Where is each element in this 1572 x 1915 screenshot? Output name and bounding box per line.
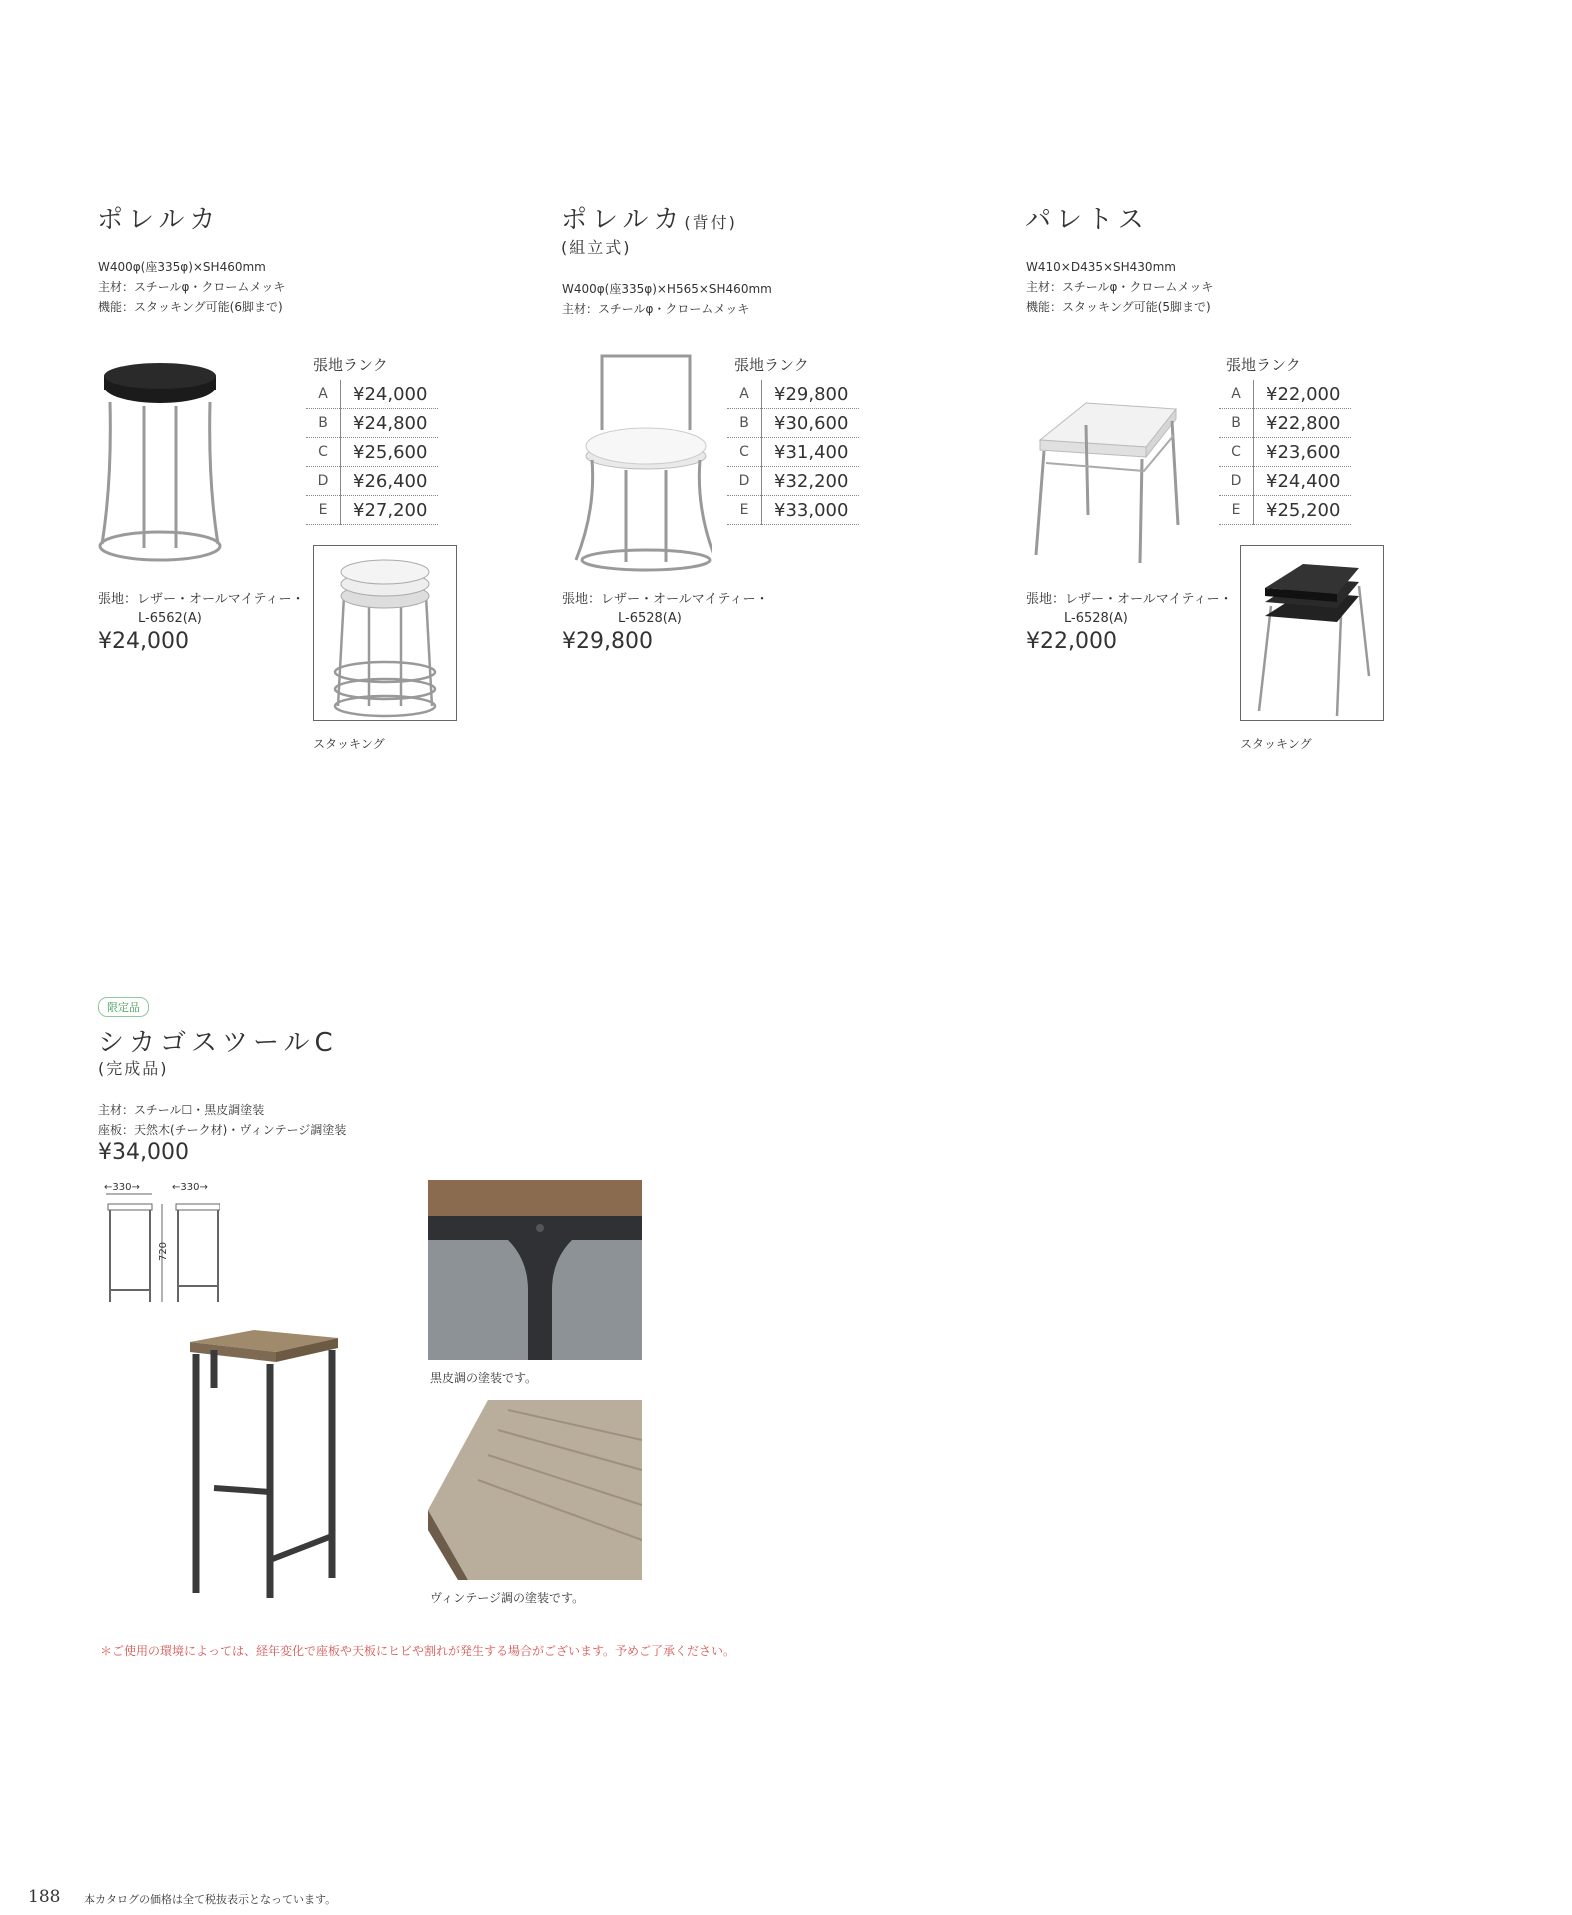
rank-row: E ¥27,200 xyxy=(306,496,438,525)
fabric-info: 張地：レザー・オールマイティー・ L-6562(A) xyxy=(98,592,305,626)
stacking-photo-frame xyxy=(313,545,457,721)
rank-title: 張地ランク xyxy=(734,356,809,374)
product-title-paretos: パレトス xyxy=(1025,205,1149,235)
dim-width-side: ←330→ xyxy=(172,1182,208,1193)
leg-detail-photo xyxy=(428,1180,642,1360)
chicago-stool-image xyxy=(184,1328,344,1600)
fabric-info: 張地：レザー・オールマイティー・ L-6528(A) xyxy=(562,592,769,626)
dim-height: 720 xyxy=(158,1241,170,1262)
spec-function: 機能：スタッキング可能(6脚まで) xyxy=(98,300,283,314)
stool-with-back-image xyxy=(562,350,712,572)
photo-caption-black: 黒皮調の塗装です。 xyxy=(430,1371,538,1385)
product-subtitle: (完成品) xyxy=(98,1059,169,1078)
rank-row: A ¥24,000 xyxy=(306,380,438,409)
rank-row: A ¥22,000 xyxy=(1219,380,1351,409)
dimension-drawing xyxy=(100,1182,220,1316)
stacking-caption: スタッキング xyxy=(1240,737,1312,751)
seat-detail-photo xyxy=(428,1400,642,1580)
stacking-caption: スタッキング xyxy=(313,737,385,751)
product-title-porerka: ポレルカ xyxy=(97,205,221,235)
rank-row: A ¥29,800 xyxy=(727,380,859,409)
rank-row: C ¥25,600 xyxy=(306,438,438,467)
rank-title: 張地ランク xyxy=(1226,356,1301,374)
product-price: ¥22,000 xyxy=(1026,629,1117,654)
spec-size: W400φ(座335φ)×H565×SH460mm xyxy=(562,282,772,296)
fabric-info: 張地：レザー・オールマイティー・ L-6528(A) xyxy=(1026,592,1233,626)
spec-size: W400φ(座335φ)×SH460mm xyxy=(98,260,266,274)
rank-row: C ¥23,600 xyxy=(1219,438,1351,467)
page-number: 188 xyxy=(28,1887,61,1907)
caution-note: ＊ご使用の環境によっては、経年変化で座板や天板にヒビや割れが発生する場合がございます。予めご了承ください。 xyxy=(100,1644,736,1658)
spec-size: W410×D435×SH430mm xyxy=(1026,260,1176,274)
rank-row: B ¥30,600 xyxy=(727,409,859,438)
stool-image-porerka xyxy=(90,362,230,564)
stacked-stools-image xyxy=(314,546,456,720)
rank-title: 張地ランク xyxy=(313,356,388,374)
spec-function: 機能：スタッキング可能(5脚まで) xyxy=(1026,300,1211,314)
product-title-porerka-back: ポレルカ(背付) xyxy=(561,205,737,235)
square-stool-image xyxy=(1028,395,1188,570)
product-specs xyxy=(98,1100,346,1140)
product-price: ¥29,800 xyxy=(562,629,653,654)
rank-row: B ¥24,800 xyxy=(306,409,438,438)
product-specs xyxy=(1026,257,1213,317)
product-price: ¥24,000 xyxy=(98,629,189,654)
stacking-photo-frame xyxy=(1240,545,1384,721)
product-specs xyxy=(562,279,772,319)
product-title-chicago-stool: シカゴスツールC xyxy=(98,1028,338,1058)
dim-width-front: ←330→ xyxy=(104,1182,140,1193)
rank-row: B ¥22,800 xyxy=(1219,409,1351,438)
rank-table-paretos xyxy=(1219,380,1351,525)
rank-table-porerka-back xyxy=(727,380,859,525)
limited-badge: 限定品 xyxy=(98,997,149,1017)
rank-row: D ¥32,200 xyxy=(727,467,859,496)
spec-material: 主材：スチールφ・クロームメッキ xyxy=(1026,280,1214,294)
spec-material: 主材：スチールφ・クロームメッキ xyxy=(562,302,750,316)
rank-row: D ¥26,400 xyxy=(306,467,438,496)
spec-seat: 座板：天然木(チーク材)・ヴィンテージ調塗装 xyxy=(98,1123,347,1137)
photo-caption-vintage: ヴィンテージ調の塗装です。 xyxy=(430,1591,585,1605)
product-price: ¥34,000 xyxy=(98,1140,189,1165)
stacked-square-stools-image xyxy=(1241,546,1383,720)
product-specs xyxy=(98,257,285,317)
rank-row: C ¥31,400 xyxy=(727,438,859,467)
rank-row: E ¥25,200 xyxy=(1219,496,1351,525)
rank-row: D ¥24,400 xyxy=(1219,467,1351,496)
product-subtitle: (組立式) xyxy=(561,238,632,257)
spec-material: 主材：スチールφ・クロームメッキ xyxy=(98,280,286,294)
footer-tax-note: 本カタログの価格は全て税抜表示となっています。 xyxy=(84,1893,337,1906)
spec-material: 主材：スチール☐・黒皮調塗装 xyxy=(98,1103,265,1117)
rank-row: E ¥33,000 xyxy=(727,496,859,525)
rank-table-porerka xyxy=(306,380,438,525)
